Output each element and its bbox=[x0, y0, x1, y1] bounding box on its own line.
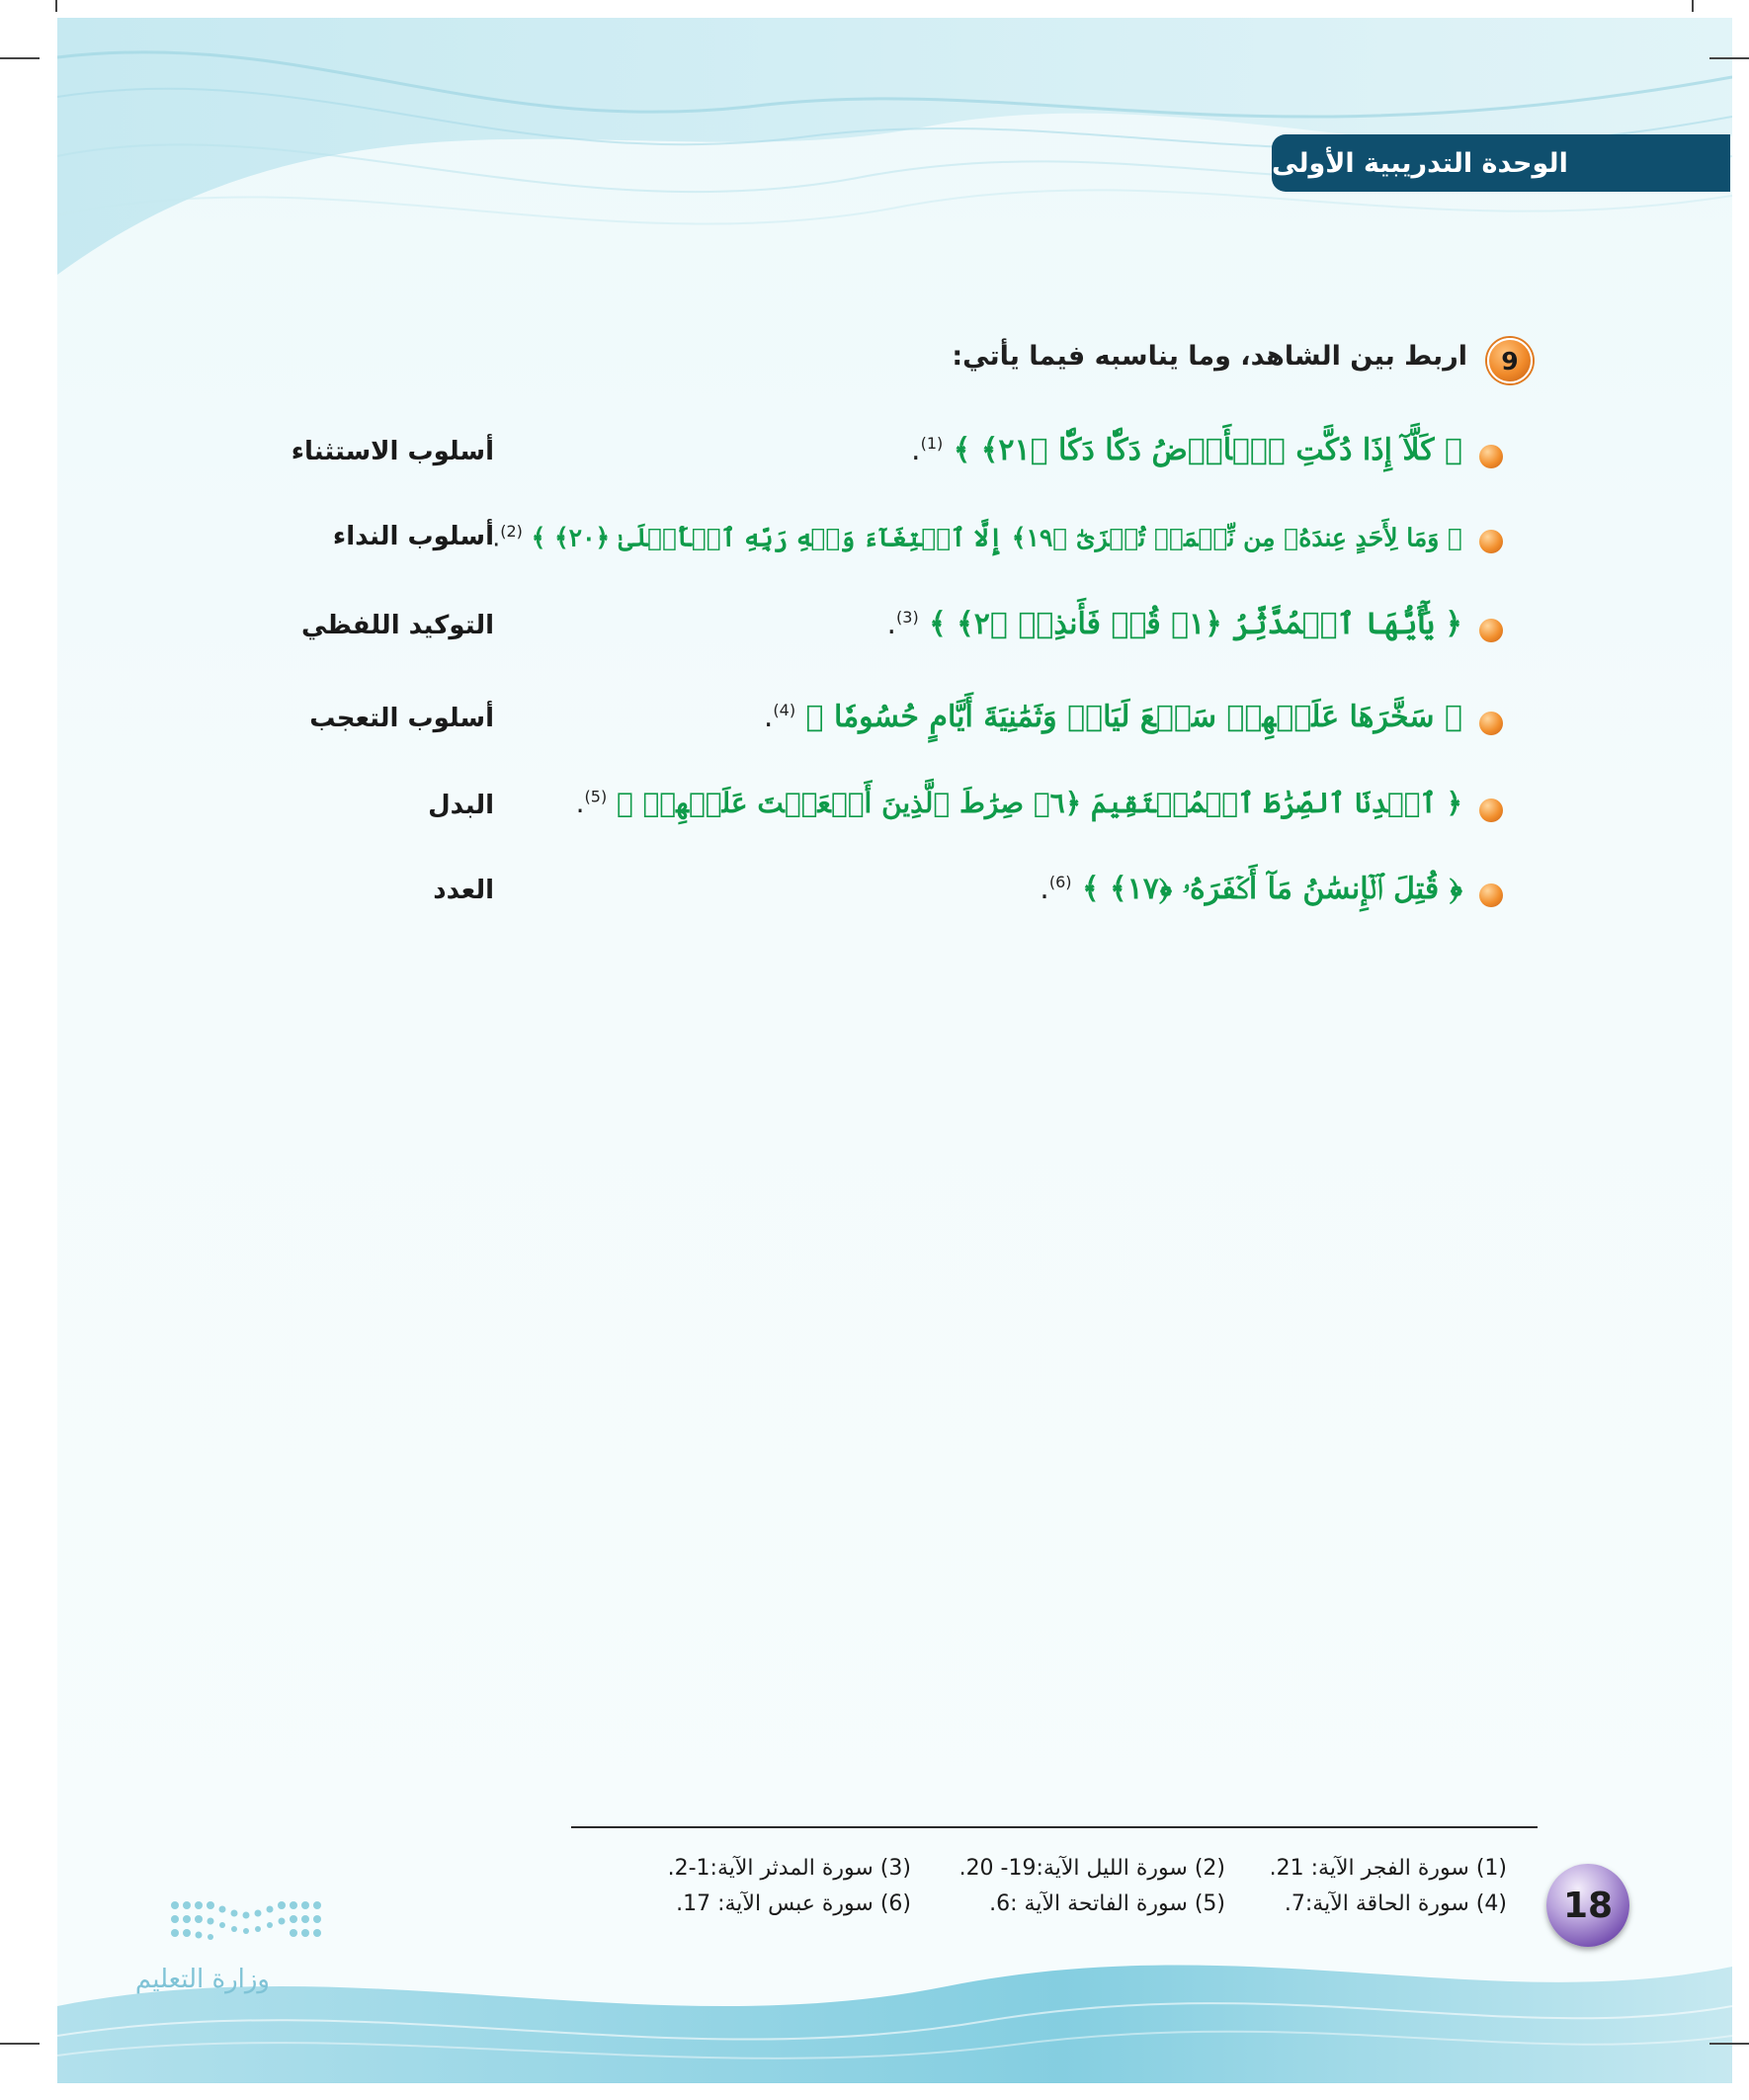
style-label: أسلوب النداء bbox=[332, 522, 494, 551]
bullet-icon bbox=[1479, 883, 1503, 907]
quran-verse: ﴿ وَمَا لِأَحَدٍ عِندَهُۥ مِن نِّعۡمَةٖ تُجۡزَىٰٓ ﴿١٩﴾ إِلَّا ٱبۡتِغَآءَ وَجۡهِ رَبِّهِ ٱلۡأَعۡلَىٰ ﴿٢٠﴾ ﴾ $^{(2)}$. bbox=[492, 522, 1462, 552]
crop-mark bbox=[1709, 57, 1749, 59]
bullet-icon bbox=[1479, 798, 1503, 822]
question-number: 9 bbox=[1501, 346, 1519, 376]
verse-text: ﴿ سَخَّرَهَا عَلَيۡهِمۡ سَبۡعَ لَيَالٖ وَثَمَٰنِيَةَ أَيَّامٍ حُسُومٗا ﴾ bbox=[805, 700, 1462, 734]
bullet-icon bbox=[1479, 530, 1503, 553]
verse-text: ﴿ وَمَا لِأَحَدٍ عِندَهُۥ مِن نِّعۡمَةٖ تُجۡزَىٰٓ ﴿١٩﴾ إِلَّا ٱبۡتِغَآءَ وَجۡهِ رَبِّهِ ٱلۡأَعۡلَىٰ ﴿٢٠﴾ ﴾ bbox=[531, 523, 1462, 552]
bullet-icon bbox=[1479, 445, 1503, 468]
matching-row bbox=[0, 781, 1749, 840]
quran-verse: ﴿ ٱهۡدِنَا ٱلصِّرَٰطَ ٱلۡمُسۡتَقِيمَ ﴿٦﴾ صِرَٰطَ ٱلَّذِينَ أَنۡعَمۡتَ عَلَيۡهِمۡ ﴾ $^{(5)}$. bbox=[575, 787, 1462, 819]
style-label: البدل bbox=[428, 791, 494, 820]
question-number-badge bbox=[1487, 338, 1533, 383]
ministry-name: وزارة التعليم bbox=[134, 1965, 270, 1994]
footnote: (1) سورة الفجر الآية: 21. bbox=[1269, 1856, 1507, 1881]
matching-row bbox=[0, 512, 1749, 571]
footnote: (3) سورة المدثر الآية:1-2. bbox=[667, 1856, 911, 1881]
crop-mark bbox=[1709, 2043, 1749, 2045]
verse-text: ﴿ كَلَّآ إِذَا دُكَّتِ ٱلۡأَرۡضُ دَكّٗا دَكّٗا ﴿٢١﴾ ﴾ bbox=[953, 433, 1462, 467]
quran-verse: ﴿ سَخَّرَهَا عَلَيۡهِمۡ سَبۡعَ لَيَالٖ وَثَمَٰنِيَةَ أَيَّامٍ حُسُومٗا ﴾ $^{(4)}$. bbox=[763, 700, 1462, 734]
bullet-icon bbox=[1479, 619, 1503, 642]
quran-verse: ﴿ قُتِلَ ٱلۡإِنسَٰنُ مَآ أَكۡفَرَهُۥ ﴿١٧﴾ ﴾ $^{(6)}$. bbox=[1040, 872, 1462, 906]
matching-row bbox=[0, 694, 1749, 753]
crop-mark bbox=[0, 57, 40, 59]
crop-mark bbox=[1692, 0, 1694, 12]
footnote: (4) سورة الحاقة الآية:7. bbox=[1284, 1891, 1507, 1916]
page-number: 18 bbox=[1562, 1885, 1614, 1926]
style-label: أسلوب التعجب bbox=[309, 704, 494, 733]
question-instruction: اربط بين الشاهد، وما يناسبه فيما يأتي: bbox=[952, 341, 1467, 372]
footnote: (5) سورة الفاتحة الآية :6. bbox=[989, 1891, 1225, 1916]
style-label: التوكيد اللفظي bbox=[300, 611, 494, 640]
crop-mark bbox=[0, 2043, 40, 2045]
unit-title-banner bbox=[1272, 134, 1730, 192]
page-background bbox=[57, 18, 1732, 2083]
matching-row bbox=[0, 866, 1749, 925]
verse-footnote-ref: (3) bbox=[896, 608, 919, 627]
bullet-icon bbox=[1479, 712, 1503, 735]
verse-footnote-ref: (2) bbox=[500, 522, 523, 541]
footnote: (6) سورة عبس الآية: 17. bbox=[676, 1891, 911, 1916]
verse-footnote-ref: (1) bbox=[920, 434, 944, 453]
verse-footnote-ref: (4) bbox=[773, 701, 796, 719]
matching-row bbox=[0, 601, 1749, 660]
crop-mark bbox=[55, 0, 57, 12]
footnote-divider bbox=[571, 1826, 1538, 1828]
quran-verse: ﴿ كَلَّآ إِذَا دُكَّتِ ٱلۡأَرۡضُ دَكّٗا دَكّٗا ﴿٢١﴾ ﴾ $^{(1)}$. bbox=[911, 433, 1462, 467]
verse-footnote-ref: (5) bbox=[584, 787, 608, 806]
style-label: أسلوب الاستثناء bbox=[291, 437, 494, 466]
style-label: العدد bbox=[433, 876, 494, 905]
unit-title: الوحدة التدريبية الأولى bbox=[1272, 147, 1568, 179]
footnote: (2) سورة الليل الآية:19- 20. bbox=[958, 1856, 1225, 1881]
verse-footnote-ref: (6) bbox=[1048, 873, 1072, 891]
page-number-badge bbox=[1546, 1864, 1629, 1947]
verse-text: ﴿ يَٰٓأَيُّهَا ٱلۡمُدَّثِّرُ ﴿١﴾ قُمۡ فَأَنذِرۡ ﴿٢﴾ ﴾ bbox=[929, 607, 1462, 641]
matching-row bbox=[0, 427, 1749, 486]
quran-verse: ﴿ يَٰٓأَيُّهَا ٱلۡمُدَّثِّرُ ﴿١﴾ قُمۡ فَأَنذِرۡ ﴿٢﴾ ﴾ $^{(3)}$. bbox=[886, 607, 1462, 641]
verse-text: ﴿ قُتِلَ ٱلۡإِنسَٰنُ مَآ أَكۡفَرَهُۥ ﴿١٧﴾ ﴾ bbox=[1081, 872, 1462, 906]
verse-text: ﴿ ٱهۡدِنَا ٱلصِّرَٰطَ ٱلۡمُسۡتَقِيمَ ﴿٦﴾ صِرَٰطَ ٱلَّذِينَ أَنۡعَمۡتَ عَلَيۡهِمۡ ﴾ bbox=[616, 787, 1462, 819]
